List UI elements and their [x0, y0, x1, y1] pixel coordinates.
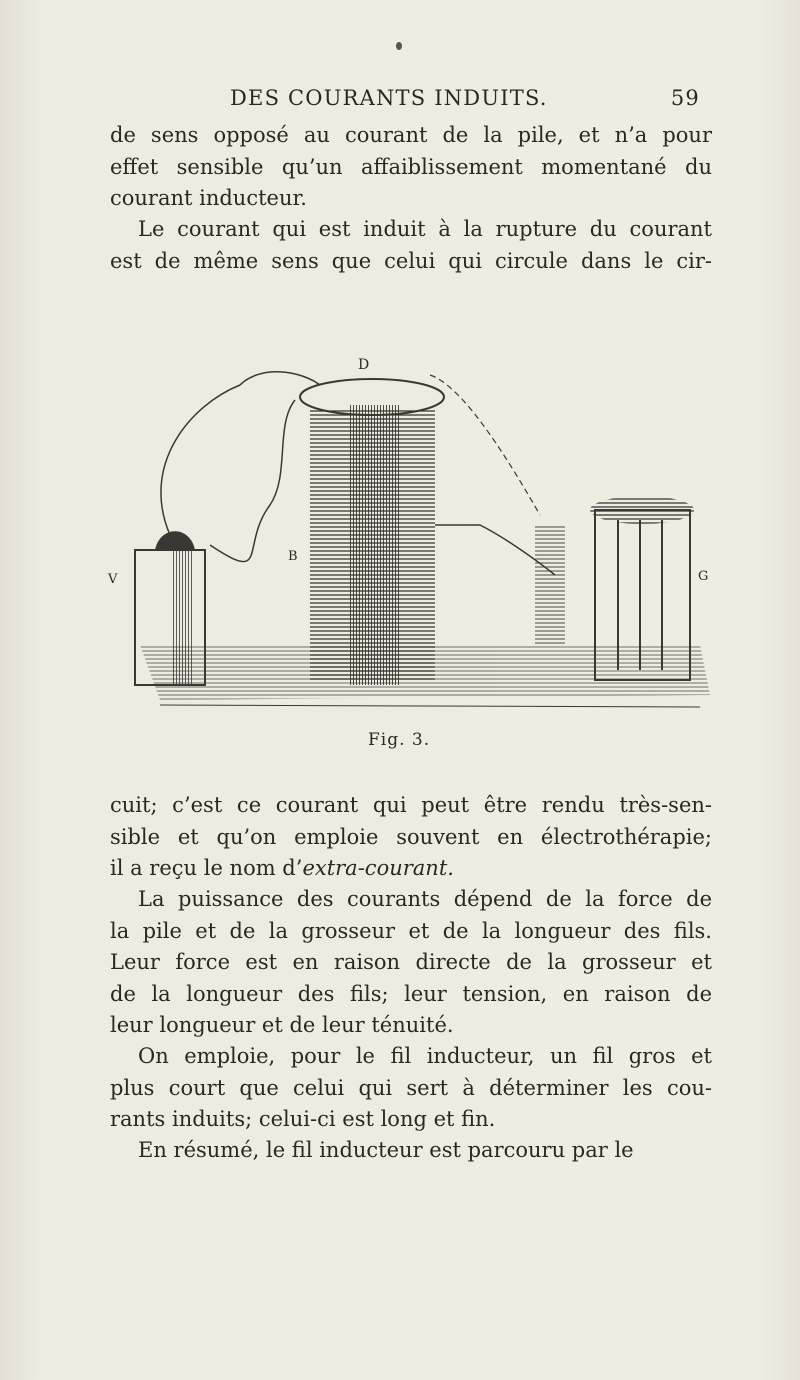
header-title: DES COURANTS INDUITS.	[230, 86, 548, 110]
text-line: cuit; c’est ce courant qui peut être rendu très-sen-	[110, 793, 712, 817]
text-line: leur longueur et de leur ténuité.	[110, 1013, 454, 1037]
wire-arc	[430, 375, 540, 515]
text-line	[110, 853, 712, 885]
coil-core	[350, 405, 400, 685]
interrupter-post	[535, 525, 565, 645]
text-line: la pile et de la grosseur et de la longueur des fils.	[110, 918, 712, 943]
cylinder-cap	[590, 496, 694, 524]
text-run: il a reçu le nom d’	[110, 856, 303, 880]
paragraph-puissance	[110, 884, 712, 1042]
label-d: D	[358, 357, 370, 373]
text-line: En résumé, le fil inducteur est parcouru par le	[138, 1138, 634, 1162]
text-line: de la longueur des fils; leur tension, en raison de	[110, 981, 712, 1006]
battery-terminal	[155, 531, 195, 550]
paragraph-top	[110, 120, 712, 215]
label-g: G	[698, 569, 709, 584]
page-number: 59	[670, 86, 700, 110]
text-line: Leur force est en raison directe de la grosseur et	[110, 950, 712, 974]
paragraph-fil-inducteur	[110, 1041, 712, 1136]
text-line: rants induits; celui-ci est long et fin.	[110, 1107, 496, 1131]
text-line: Le courant qui est induit à la rupture du courant	[138, 217, 712, 241]
paragraph-resume	[110, 1135, 712, 1167]
text-line: La puissance des courants dépend de la force de	[138, 887, 712, 911]
text-line: effet sensible qu’un affaiblissement momentané du	[110, 154, 712, 179]
text-line: plus court que celui qui sert à déterminer les cou-	[110, 1075, 712, 1100]
text-line: sible et qu’on emploie souvent en électrothérapie;	[110, 824, 712, 849]
wire-left	[161, 372, 320, 535]
text-line: est de même sens que celui qui circule dans le cir-	[110, 248, 712, 273]
figure-induction-apparatus	[100, 345, 720, 725]
text-line: de sens opposé au courant de la pile, et n’a pour	[110, 123, 712, 147]
label-b: B	[288, 549, 298, 564]
wire-center	[210, 400, 295, 562]
paragraph-extra-courant	[110, 790, 712, 885]
battery-electrode	[172, 550, 192, 685]
label-v: V	[108, 572, 118, 587]
paragraph-rupture	[110, 214, 712, 277]
italic-term: extra-courant.	[302, 856, 454, 880]
figure-caption: Fig. 3.	[368, 730, 431, 750]
ink-dot	[396, 42, 402, 50]
apparatus-illustration	[100, 345, 720, 725]
text-line: On emploie, pour le fil inducteur, un fil gros et	[138, 1044, 712, 1068]
base-edge	[160, 705, 700, 707]
text-line: courant inducteur.	[110, 186, 307, 210]
